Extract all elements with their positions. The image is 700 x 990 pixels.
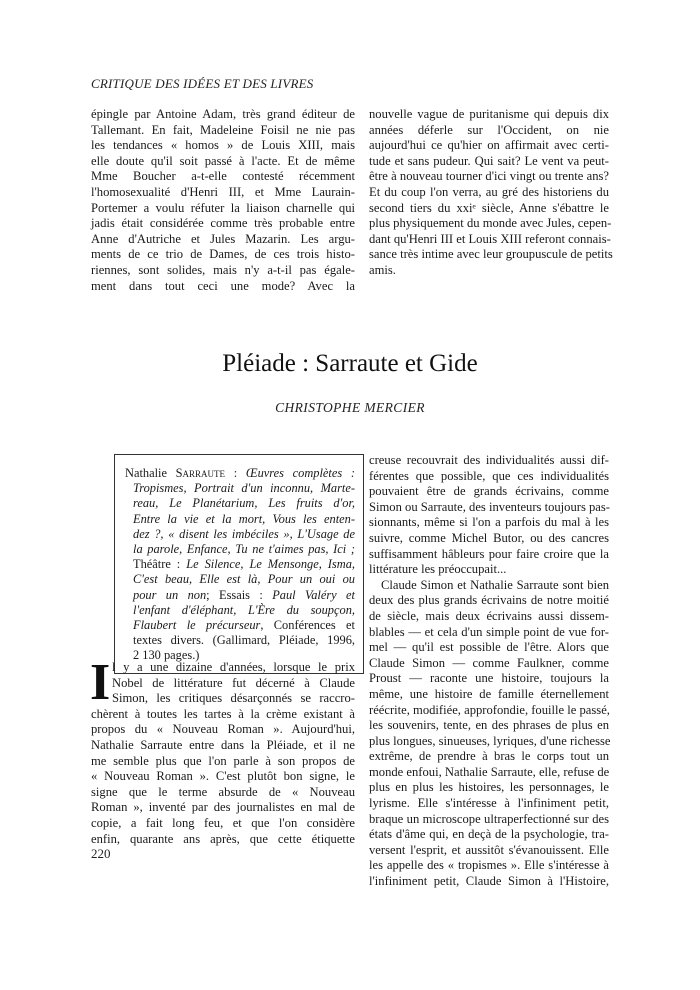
reference-text: Théâtre : bbox=[133, 557, 187, 572]
text-line: me semble plus que l'on parle à son propos de bbox=[91, 753, 355, 768]
text-line: Roman », inventé par des journalistes en mal de bbox=[91, 800, 355, 815]
text-line: ments de ce trio de Dames, de ces trois histo- bbox=[91, 247, 355, 262]
text-line: Simon, les critiques désarçonnés se raccro- bbox=[112, 691, 355, 706]
drop-cap: I bbox=[90, 654, 111, 711]
text-line: l'homosexualité d'Henri III, et Mme Laurain- bbox=[91, 184, 355, 199]
text-line: ment dans tout ceci une mode? Avec la bbox=[91, 278, 355, 293]
article-title: Pléiade : Sarraute et Gide bbox=[222, 350, 478, 377]
reference-text: Nathalie bbox=[125, 466, 176, 480]
text-line: Anne d'Autriche et Jules Mazarin. Les argu- bbox=[91, 231, 355, 246]
reference-line bbox=[125, 557, 355, 572]
reference-text: : bbox=[225, 466, 246, 480]
text-line: « Nouveau Roman ». C'est plutôt bon signe, le bbox=[91, 769, 355, 784]
article-author: CHRISTOPHE MERCIER bbox=[275, 400, 425, 415]
text-line: Claude Simon — comme Faulkner, comme bbox=[369, 655, 609, 670]
reference-text: textes divers. (Gallimard, Pléiade, 1996, bbox=[133, 633, 355, 648]
reference-line bbox=[125, 481, 355, 496]
text-line: second tiers du xxiᵉ siècle, Anne s'ébattre le bbox=[369, 200, 609, 215]
reference-line bbox=[125, 466, 355, 481]
text-line: jadis était considérée comme très probable entre bbox=[91, 216, 355, 231]
text-line: plus physiquement du monde avec Jules, cepen- bbox=[369, 216, 612, 231]
reference-line bbox=[125, 572, 355, 587]
author-surname: Sarraute bbox=[175, 466, 226, 480]
italic-title-text: Œuvres complètes : bbox=[245, 466, 355, 480]
text-line: riennes, sont solides, mais n'y a-t-il pas égale- bbox=[91, 262, 355, 277]
text-line: suffisamment hâbleurs pour faire croire que la bbox=[369, 546, 609, 561]
text-line: elle doute qu'il soit passé à l'acte. Et de même bbox=[91, 153, 355, 168]
text-line: nouvelle vague de puritanisme qui depuis dix bbox=[369, 107, 609, 121]
text-line: Et du coup l'on verra, au gré des historiens du bbox=[369, 184, 609, 199]
text-line: pouvaient être de grands écrivains, comme bbox=[369, 484, 609, 499]
top-left-column bbox=[91, 107, 355, 294]
text-line: deux des plus grands écrivains de notre moitié bbox=[369, 593, 609, 608]
reference-line bbox=[125, 618, 355, 633]
text-line: extrême, de prendre à bras le corps tout un bbox=[369, 749, 609, 764]
italic-title-text: C'est beau, Elle est là, Pour un oui ou bbox=[133, 572, 355, 587]
text-line: enfin, quarante ans après, que cette étiquette bbox=[91, 831, 355, 846]
italic-title-text: Le Silence, Le Mensonge, Isma, bbox=[186, 557, 355, 572]
top-right-column bbox=[369, 107, 613, 279]
text-line: propos du « Nouveau Roman ». Aujourd'hui, bbox=[91, 722, 355, 737]
italic-title-text: Entre la vie et la mort, Vous les enten- bbox=[133, 511, 355, 526]
text-line: mel — qu'il est possible de l'être. Alors que bbox=[369, 640, 609, 655]
text-line: Claude Simon et Nathalie Sarraute sont bien bbox=[381, 577, 609, 592]
reference-text: 2 130 pages.) bbox=[133, 648, 200, 663]
italic-title-text: dez ?, « disent les imbéciles », L'Usage de bbox=[133, 526, 355, 541]
text-line: amis. bbox=[369, 262, 396, 277]
text-line: années déferle sur l'Occident, on nie bbox=[369, 122, 609, 137]
text-line: copie, a fait long feu, et que l'on considère bbox=[91, 815, 355, 830]
text-line: Portemer a voulu réfuter la liaison charnelle qui bbox=[91, 200, 355, 215]
text-line: réécrite, modifiée, approfondie, fouille le passé, bbox=[369, 702, 610, 717]
italic-title-text: l'enfant d'éléphant, L'Ère du soupçon, bbox=[133, 602, 355, 617]
reference-line bbox=[125, 512, 355, 527]
text-line: états d'âme qui, en deçà de la psychologie, tra- bbox=[369, 827, 609, 842]
reference-line bbox=[125, 496, 355, 511]
reference-line bbox=[125, 527, 355, 542]
text-line: Nathalie Sarraute entre dans la Pléiade, et il ne bbox=[91, 737, 355, 752]
text-line: suivre, comme Michel Butor, ou des cancres bbox=[369, 530, 609, 545]
text-line: monde enfoui, Nathalie Sarraute, elle, refuse de bbox=[369, 764, 610, 779]
reference-line bbox=[125, 588, 355, 603]
italic-title-text: pour un non bbox=[133, 587, 207, 602]
text-line: plus en plus les histoires, les personnages, le bbox=[369, 780, 609, 795]
text-line: être à nouveau tourner d'ici vingt ou trente ans? bbox=[369, 169, 609, 184]
text-line: chèrent à toutes les tartes à la crème existant à bbox=[91, 706, 355, 721]
text-line: aujourd'hui ce qu'hier on affirmait avec certi- bbox=[369, 138, 609, 153]
text-line: blables — et cela d'un simple point de vue for- bbox=[369, 624, 609, 639]
text-line: l'infiniment petit, Claude Simon à l'Histoire, bbox=[369, 874, 609, 889]
text-line: lyrisme. Elle s'intéresse à l'infiniment petit, bbox=[369, 796, 609, 811]
text-line: de siècle, mais deux écrivains aussi dissem- bbox=[369, 608, 609, 623]
text-line: sance très intime avec leur groupuscule de petits bbox=[369, 247, 613, 262]
text-line: épingle par Antoine Adam, très grand éditeur de bbox=[91, 107, 355, 121]
text-line: littérature les préoccupait... bbox=[369, 562, 507, 577]
italic-title-text: la parole, Enfance, Tu ne t'aimes pas, Ici ; bbox=[133, 541, 355, 556]
text-line: dant qu'Henri III et Louis XIII referont connais- bbox=[369, 231, 611, 246]
text-line: signe que le terme absurde de « Nouveau bbox=[91, 784, 355, 799]
italic-title-text: Tropismes, Portrait d'un inconnu, Marte- bbox=[133, 481, 355, 496]
text-line: versent l'esprit, et aussitôt s'évanouissent. Elle bbox=[369, 842, 609, 857]
italic-title-text: Paul Valéry et bbox=[272, 587, 355, 602]
text-line: sionnants, même si l'on a parfois du mal à les bbox=[369, 515, 609, 530]
reference-line bbox=[125, 603, 355, 618]
running-head: CRITIQUE DES IDÉES ET DES LIVRES bbox=[91, 76, 314, 91]
reference-line bbox=[125, 542, 355, 557]
text-line: tude et sans pudeur. Qui sait? Le vent va peut- bbox=[369, 153, 609, 168]
text-line: les tendances « homos » de Louis XIII, mais bbox=[91, 138, 355, 153]
text-line: Proust — raconte une histoire, toujours la bbox=[369, 671, 609, 686]
reference-text: , Conférences et bbox=[260, 617, 355, 632]
page-number: 220 bbox=[91, 846, 111, 861]
text-line: férentes que possible, que ces individualités bbox=[369, 468, 609, 483]
text-line: creuse recouvrait des individualités aussi dif- bbox=[369, 453, 609, 467]
text-line: Tallemant. En fait, Madeleine Foisil ne nie pas bbox=[91, 122, 355, 137]
reference-line bbox=[125, 633, 355, 648]
bibliographic-reference-box bbox=[114, 454, 364, 674]
text-line: Nobel de littérature fut décerné à Claude bbox=[112, 675, 355, 690]
text-line: les appelle des « tropismes ». Elle s'intéresse à bbox=[369, 858, 609, 873]
text-line: Mme Boucher a-t-elle contesté récemment bbox=[91, 169, 355, 184]
italic-title-text: reau, Le Planétarium, Les fruits d'or, bbox=[133, 496, 355, 511]
text-line: même, une histoire de famille éternellement bbox=[369, 686, 609, 701]
italic-title-text: Flaubert le précurseur bbox=[133, 617, 261, 632]
bottom-right-column bbox=[369, 453, 609, 890]
text-line: l y a une dizaine d'années, lorsque le prix bbox=[112, 660, 355, 674]
text-line: braque un microscope ultraperfectionné sur des bbox=[369, 811, 609, 826]
reference-text: ; Essais : bbox=[206, 587, 273, 602]
text-line: Simon ou Sarraute, des inventeurs toujours pas- bbox=[369, 499, 610, 514]
text-line: plus longues, sinueuses, lyriques, d'une richesse bbox=[369, 733, 611, 748]
text-line: les souvenirs, tente, en des phrases de plus en bbox=[369, 718, 609, 733]
